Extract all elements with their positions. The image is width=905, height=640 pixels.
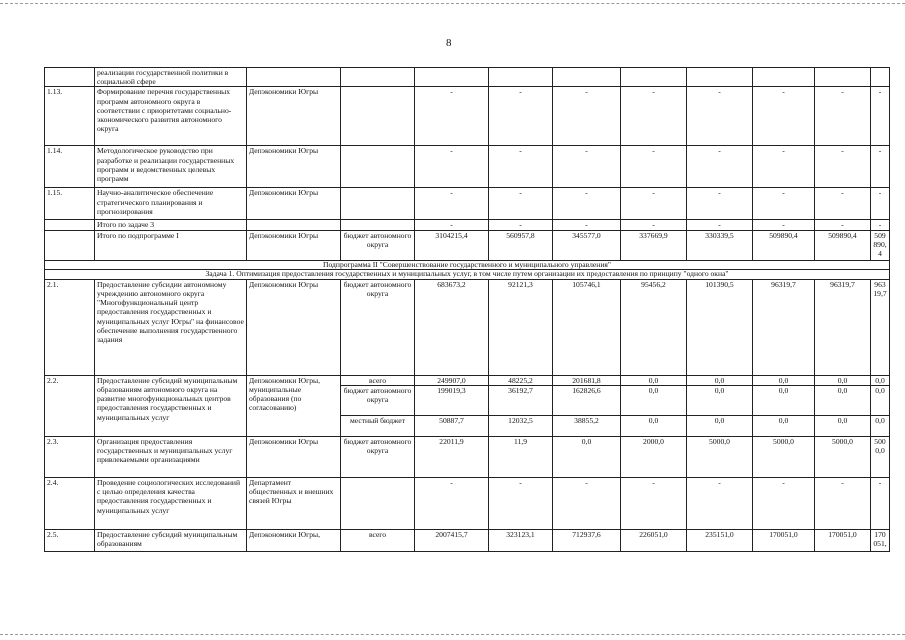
value-cell: - bbox=[621, 146, 687, 188]
value-cell: 11,9 bbox=[489, 437, 553, 478]
value-cell: - bbox=[415, 87, 489, 146]
task-heading-row bbox=[45, 270, 890, 280]
executor bbox=[247, 220, 341, 230]
value-cell: 170 051, bbox=[871, 530, 890, 552]
measure-name: Проведение социологических исследований с целью определения качества предоставления государственных и муниципальных услуг bbox=[95, 478, 247, 530]
value-cell: - bbox=[687, 146, 753, 188]
value-cell: 500 0,0 bbox=[871, 437, 890, 478]
value-cell: - bbox=[553, 220, 621, 230]
value-cell: - bbox=[621, 188, 687, 220]
value-cell: - bbox=[871, 87, 890, 146]
value-cell bbox=[753, 68, 815, 87]
table-row bbox=[45, 279, 890, 375]
funding-source: всего bbox=[341, 530, 415, 552]
value-cell: - bbox=[621, 87, 687, 146]
table-row bbox=[45, 437, 890, 478]
value-cell: - bbox=[489, 87, 553, 146]
value-cell: - bbox=[753, 220, 815, 230]
executor: Депэкономики Югры bbox=[247, 188, 341, 220]
value-cell: 0,0 bbox=[621, 416, 687, 437]
value-cell: 105746,1 bbox=[553, 279, 621, 375]
funding-source bbox=[341, 68, 415, 87]
value-cell: - bbox=[815, 87, 871, 146]
value-cell: 0,0 bbox=[815, 386, 871, 416]
task-title: Задача 1. Оптимизация предоставления государственных и муниципальных услуг, в том числе путем организации их предоставления по принципу "одного окна" bbox=[45, 270, 890, 280]
funding-source bbox=[341, 478, 415, 530]
value-cell: 712937,6 bbox=[553, 530, 621, 552]
measure-name: Формирование перечня государственных программ автономного округа в соответствии с приоритетами социально-экономического развития автономного округа bbox=[95, 87, 247, 146]
row-number: 1.13. bbox=[45, 87, 95, 146]
value-cell: - bbox=[687, 478, 753, 530]
measure-name: Методологическое руководство при разработке и реализации государственных программ и ведомственных целевых программ bbox=[95, 146, 247, 188]
value-cell: 509890,4 bbox=[815, 230, 871, 260]
table-row bbox=[45, 375, 890, 385]
measure-name: Предоставление субсидии автономному учреждению автономного округа "Многофункциональный центр предоставления государственных и муниципальных услуг Югры" на финансовое обеспечение выполнения государственного задания bbox=[95, 279, 247, 375]
value-cell: - bbox=[489, 188, 553, 220]
scan-bottom-edge bbox=[0, 634, 905, 635]
value-cell: 170051,0 bbox=[753, 530, 815, 552]
value-cell: - bbox=[753, 87, 815, 146]
value-cell: 560957,8 bbox=[489, 230, 553, 260]
subprogram-1-rows bbox=[45, 68, 890, 261]
value-cell: 0,0 bbox=[815, 375, 871, 385]
value-cell bbox=[815, 68, 871, 87]
table-row bbox=[45, 220, 890, 230]
row-number: 1.15. bbox=[45, 188, 95, 220]
value-cell: 323123,1 bbox=[489, 530, 553, 552]
value-cell: 0,0 bbox=[687, 416, 753, 437]
value-cell: - bbox=[415, 478, 489, 530]
value-cell: - bbox=[489, 478, 553, 530]
funding-source bbox=[341, 87, 415, 146]
funding-source: бюджет автономного округа bbox=[341, 230, 415, 260]
value-cell: - bbox=[871, 220, 890, 230]
value-cell: - bbox=[553, 87, 621, 146]
value-cell: 0,0 bbox=[871, 386, 890, 416]
value-cell: - bbox=[415, 146, 489, 188]
executor: Депэкономики Югры, bbox=[247, 530, 341, 552]
value-cell: 101390,5 bbox=[687, 279, 753, 375]
value-cell bbox=[871, 68, 890, 87]
table-row bbox=[45, 530, 890, 552]
value-cell: 0,0 bbox=[753, 386, 815, 416]
value-cell: - bbox=[815, 146, 871, 188]
funding-source: бюджет автономного округа bbox=[341, 386, 415, 416]
row-number: 2.3. bbox=[45, 437, 95, 478]
value-cell: 330339,5 bbox=[687, 230, 753, 260]
value-cell: 345577,0 bbox=[553, 230, 621, 260]
row-number: 2.1. bbox=[45, 279, 95, 375]
subprogram-title: Подпрограмма II "Совершенствование государственного и муниципального управления" bbox=[45, 260, 890, 270]
value-cell: - bbox=[753, 188, 815, 220]
value-cell: - bbox=[415, 188, 489, 220]
row-number bbox=[45, 68, 95, 87]
subprogram-2-rows bbox=[45, 260, 890, 551]
row-number: 1.14. bbox=[45, 146, 95, 188]
value-cell bbox=[553, 68, 621, 87]
value-cell: 0,0 bbox=[871, 375, 890, 385]
measure-name: Научно-аналитическое обеспечение стратегического планирования и прогнозирования bbox=[95, 188, 247, 220]
value-cell: 2000,0 bbox=[621, 437, 687, 478]
table-row bbox=[45, 68, 890, 87]
table-row bbox=[45, 146, 890, 188]
value-cell: 337669,9 bbox=[621, 230, 687, 260]
value-cell: 50887,7 bbox=[415, 416, 489, 437]
value-cell: 95456,2 bbox=[621, 279, 687, 375]
value-cell bbox=[621, 68, 687, 87]
value-cell: - bbox=[553, 146, 621, 188]
value-cell: - bbox=[753, 478, 815, 530]
funding-source bbox=[341, 146, 415, 188]
value-cell: - bbox=[815, 188, 871, 220]
value-cell: 96319,7 bbox=[815, 279, 871, 375]
value-cell: - bbox=[815, 478, 871, 530]
value-cell: 22011,9 bbox=[415, 437, 489, 478]
measure-name: реализации государственной политики в социальной сфере bbox=[95, 68, 247, 87]
value-cell: 5000,0 bbox=[815, 437, 871, 478]
funding-source: бюджет автономного округа bbox=[341, 437, 415, 478]
value-cell: 0,0 bbox=[553, 437, 621, 478]
executor: Депэкономики Югры, муниципальные образования (по согласованию) bbox=[247, 375, 341, 436]
measure-name: Организация предоставления государственных и муниципальных услуг привлекаемыми организациями bbox=[95, 437, 247, 478]
value-cell: 5000,0 bbox=[753, 437, 815, 478]
value-cell: - bbox=[621, 220, 687, 230]
value-cell: - bbox=[553, 478, 621, 530]
value-cell: 48225,2 bbox=[489, 375, 553, 385]
value-cell: 0,0 bbox=[815, 416, 871, 437]
value-cell: - bbox=[871, 146, 890, 188]
value-cell: - bbox=[815, 220, 871, 230]
executor: Депэкономики Югры bbox=[247, 437, 341, 478]
value-cell: 36192,7 bbox=[489, 386, 553, 416]
value-cell: 0,0 bbox=[753, 375, 815, 385]
value-cell: 226051,0 bbox=[621, 530, 687, 552]
row-number: 2.5. bbox=[45, 530, 95, 552]
executor: Депэкономики Югры bbox=[247, 146, 341, 188]
funding-source bbox=[341, 188, 415, 220]
row-number bbox=[45, 230, 95, 260]
value-cell: - bbox=[415, 220, 489, 230]
value-cell: 963 19,7 bbox=[871, 279, 890, 375]
value-cell: 96319,7 bbox=[753, 279, 815, 375]
measure-name: Предоставление субсидий муниципальным образованиям bbox=[95, 530, 247, 552]
measure-name: Итого по подпрограмме I bbox=[95, 230, 247, 260]
table-row bbox=[45, 230, 890, 260]
value-cell: 683673,2 bbox=[415, 279, 489, 375]
funding-source: всего bbox=[341, 375, 415, 385]
funding-source: местный бюджет bbox=[341, 416, 415, 437]
executor: Депэкономики Югры bbox=[247, 230, 341, 260]
measure-name: Предоставление субсидий муниципальным образованиям автономного округа на развитие многофункциональных центров предоставления государственных и муниципальных услуг bbox=[95, 375, 247, 436]
value-cell: 162826,6 bbox=[553, 386, 621, 416]
value-cell: - bbox=[753, 146, 815, 188]
value-cell: 0,0 bbox=[621, 375, 687, 385]
value-cell: - bbox=[489, 146, 553, 188]
value-cell: 235151,0 bbox=[687, 530, 753, 552]
value-cell: - bbox=[687, 188, 753, 220]
scan-top-edge bbox=[0, 3, 905, 4]
table-row bbox=[45, 87, 890, 146]
value-cell: 0,0 bbox=[621, 386, 687, 416]
executor: Депэкономики Югры bbox=[247, 279, 341, 375]
table-row bbox=[45, 188, 890, 220]
value-cell: - bbox=[489, 220, 553, 230]
value-cell: 12032,5 bbox=[489, 416, 553, 437]
value-cell: - bbox=[553, 188, 621, 220]
value-cell: - bbox=[621, 478, 687, 530]
value-cell: - bbox=[687, 220, 753, 230]
row-number: 2.4. bbox=[45, 478, 95, 530]
value-cell: 92121,3 bbox=[489, 279, 553, 375]
value-cell: 509 890, 4 bbox=[871, 230, 890, 260]
value-cell: 0,0 bbox=[871, 416, 890, 437]
value-cell: - bbox=[687, 87, 753, 146]
value-cell bbox=[687, 68, 753, 87]
value-cell: - bbox=[871, 478, 890, 530]
budget-table bbox=[44, 67, 890, 552]
row-number bbox=[45, 220, 95, 230]
table-row bbox=[45, 478, 890, 530]
value-cell: - bbox=[871, 188, 890, 220]
value-cell: 0,0 bbox=[687, 386, 753, 416]
executor: Департамент общественных и внешних связей Югры bbox=[247, 478, 341, 530]
value-cell: 3104215,4 bbox=[415, 230, 489, 260]
funding-source: бюджет автономного округа bbox=[341, 279, 415, 375]
funding-source bbox=[341, 220, 415, 230]
value-cell: 509890,4 bbox=[753, 230, 815, 260]
value-cell: 0,0 bbox=[753, 416, 815, 437]
row-number: 2.2. bbox=[45, 375, 95, 436]
executor bbox=[247, 68, 341, 87]
value-cell: 5000,0 bbox=[687, 437, 753, 478]
value-cell: 201681,8 bbox=[553, 375, 621, 385]
value-cell: 249907,0 bbox=[415, 375, 489, 385]
page-number: 8 bbox=[446, 37, 452, 49]
subprogram-heading-row bbox=[45, 260, 890, 270]
value-cell: 170051,0 bbox=[815, 530, 871, 552]
measure-name: Итого по задаче 3 bbox=[95, 220, 247, 230]
value-cell: 0,0 bbox=[687, 375, 753, 385]
value-cell: 38855,2 bbox=[553, 416, 621, 437]
value-cell bbox=[489, 68, 553, 87]
value-cell bbox=[415, 68, 489, 87]
executor: Депэкономики Югры bbox=[247, 87, 341, 146]
value-cell: 199019,3 bbox=[415, 386, 489, 416]
value-cell: 2007415,7 bbox=[415, 530, 489, 552]
